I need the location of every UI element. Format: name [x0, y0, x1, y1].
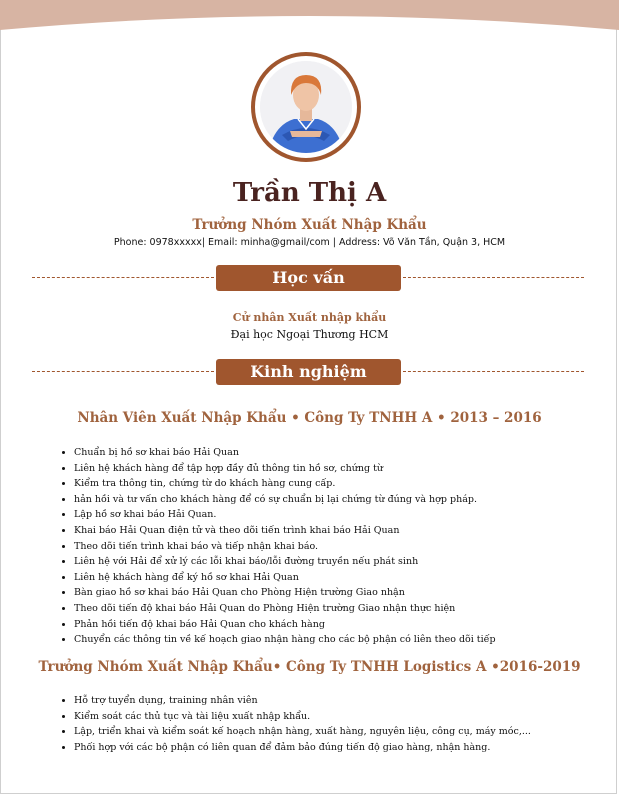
job-2-duties [57, 693, 614, 755]
top-decorative-band [0, 0, 619, 40]
profile-photo [260, 61, 352, 153]
education-section-header [32, 265, 584, 291]
job-heading-1: Nhân Viên Xuất Nhập Khẩu • Công Ty TNHH A • 2013 – 2016 [77, 410, 542, 426]
job-1-duties [57, 445, 614, 648]
list-item: • Theo dõi tiến trình khai báo và tiếp nhận khai báo. [74, 539, 614, 555]
experience-section-header [32, 359, 584, 385]
list-item: • Chuẩn bị hồ sơ khai báo Hải Quan [74, 445, 614, 461]
list-item: • Liên hệ khách hàng để ký hồ sơ khai Hải Quan [74, 570, 614, 586]
list-item: • Kiểm soát các thủ tục và tài liệu xuất nhập khẩu. [74, 709, 614, 725]
person-illustration [260, 61, 352, 153]
list-item: • Lập hồ sơ khai báo Hải Quan. [74, 507, 614, 523]
list-item: • Bàn giao hồ sơ khai báo Hải Quan cho Phòng Hiện trường Giao nhận [74, 585, 614, 601]
list-item: • Kiểm tra thông tin, chứng từ do khách hàng cung cấp. [74, 476, 614, 492]
contact-info: Phone: 0978xxxxx| Email: minha@gmail/com | Address: Võ Văn Tần, Quận 3, HCM [113, 237, 506, 248]
list-item: • hản hồi và tư vấn cho khách hàng để có sự chuẩn bị lại chứng từ đúng và hợp pháp. [74, 492, 614, 508]
divider-left [32, 371, 214, 372]
avatar [251, 52, 361, 162]
candidate-title: Trưởng Nhóm Xuất Nhập Khẩu [192, 217, 427, 233]
list-item: • Liên hệ khách hàng để tập hợp đầy đủ thông tin hồ sơ, chứng từ [74, 461, 614, 477]
list-item: • Chuyển các thông tin về kế hoạch giao nhận hàng cho các bộ phận có liên theo dõi tiếp [74, 632, 614, 648]
list-item: • Theo dõi tiến độ khai báo Hải Quan do Phòng Hiện trường Giao nhận thực hiện [74, 601, 614, 617]
list-item: • Khai báo Hải Quan điện tử và theo dõi tiến trình khai báo Hải Quan [74, 523, 614, 539]
list-item: • Liên hệ với Hải để xử lý các lỗi khai báo/lỗi đường truyền nếu phát sinh [74, 554, 614, 570]
divider-right [403, 371, 584, 372]
education-school: Đại học Ngoại Thương HCM [230, 328, 389, 341]
list-item: • Phản hồi tiến độ khai báo Hải Quan cho khách hàng [74, 617, 614, 633]
divider-right [403, 277, 584, 278]
divider-left [32, 277, 214, 278]
experience-heading: Kinh nghiệm [216, 359, 401, 385]
candidate-name: Trần Thị A [232, 178, 387, 208]
list-item: • Hỗ trợ tuyển dụng, training nhân viên [74, 693, 614, 709]
list-item: • Phối hợp với các bộ phận có liên quan để đảm bảo đúng tiến độ giao hàng, nhận hàng. [74, 740, 614, 756]
education-degree: Cử nhân Xuất nhập khẩu [232, 311, 387, 324]
education-heading: Học vấn [216, 265, 401, 291]
list-item: • Lập, triển khai và kiểm soát kế hoạch nhận hàng, xuất hàng, nguyên liệu, công cụ, máy móc,... [74, 724, 614, 740]
job-heading-2: Trưởng Nhóm Xuất Nhập Khẩu• Công Ty TNHH Logistics A •2016-2019 [38, 659, 581, 675]
